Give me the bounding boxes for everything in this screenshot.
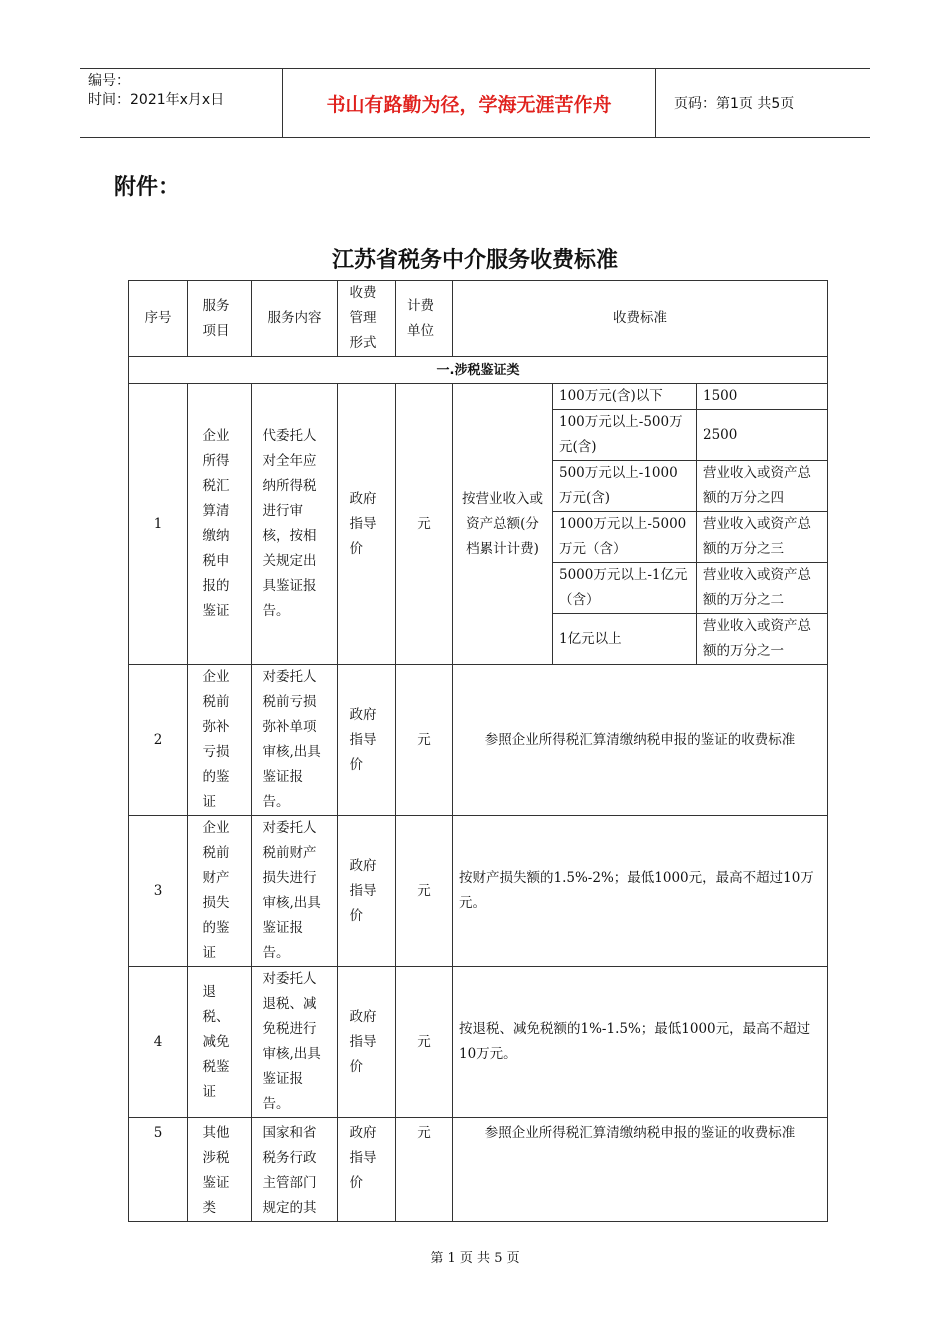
tier-fee: 营业收入或资产总额的万分之一 <box>697 614 828 665</box>
row-unit: 元 <box>396 816 453 967</box>
row-item: 退税、减免税鉴证 <box>188 967 252 1118</box>
table-row <box>129 967 828 1118</box>
category-row <box>129 357 828 384</box>
page-footer: 第 1 页 共 5 页 <box>430 1251 520 1266</box>
row-unit: 元 <box>396 967 453 1118</box>
tier-fee: 1500 <box>697 384 828 410</box>
tier-range: 100万元(含)以下 <box>553 384 697 410</box>
row-item: 企业所得税汇算清缴纳税申报的鉴证 <box>188 384 252 665</box>
header-page-label <box>664 69 870 137</box>
page-header <box>80 68 870 138</box>
row-seq: 4 <box>129 967 188 1118</box>
row-standard: 参照企业所得税汇算清缴纳税申报的鉴证的收费标准 <box>453 665 828 816</box>
tier-fee: 2500 <box>697 410 828 461</box>
table-row <box>129 384 828 410</box>
tier-range: 100万元以上-500万元(含) <box>553 410 697 461</box>
document-title: 江苏省税务中介服务收费标准 <box>331 248 618 273</box>
tier-range: 500万元以上-1000万元(含) <box>553 461 697 512</box>
row-mgmt: 政府指导价 <box>338 816 396 967</box>
tier-fee: 营业收入或资产总额的万分之四 <box>697 461 828 512</box>
row-unit: 元 <box>396 1118 453 1222</box>
row-unit: 元 <box>396 665 453 816</box>
tier-fee: 营业收入或资产总额的万分之三 <box>697 512 828 563</box>
row-unit: 元 <box>396 384 453 665</box>
row-basis: 按营业收入或资产总额(分档累计计费) <box>453 384 553 665</box>
row-content: 对委托人退税、减免税进行审核,出具鉴证报告。 <box>252 967 338 1118</box>
row-content: 对委托人税前财产损失进行审核,出具鉴证报告。 <box>252 816 338 967</box>
doc-number-label: 编号： <box>88 73 130 89</box>
row-mgmt: 政府指导价 <box>338 1118 396 1222</box>
page-number-text: 页码：第1页 共5页 <box>674 96 795 112</box>
table-row <box>129 665 828 816</box>
row-seq: 1 <box>129 384 188 665</box>
row-content: 代委托人对全年应纳所得税进行审核，按相关规定出具鉴证报告。 <box>252 384 338 665</box>
header-seq: 序号 <box>129 281 188 357</box>
header-standard: 收费标准 <box>453 281 828 357</box>
attachment-label: 附件： <box>114 175 181 200</box>
row-standard: 参照企业所得税汇算清缴纳税申报的鉴证的收费标准 <box>453 1118 828 1222</box>
header-content: 服务内容 <box>252 281 338 357</box>
row-mgmt: 政府指导价 <box>338 967 396 1118</box>
tier-fee: 营业收入或资产总额的万分之二 <box>697 563 828 614</box>
table-header-row <box>129 281 828 357</box>
header-motto: 书山有路勤为径，学海无涯苦作舟 <box>282 69 656 137</box>
row-item: 企业税前弥补亏损的鉴证 <box>188 665 252 816</box>
fee-standard-table <box>128 280 828 1222</box>
row-content: 国家和省税务行政主管部门规定的其 <box>252 1118 338 1222</box>
header-item: 服务项目 <box>188 281 252 357</box>
row-seq: 3 <box>129 816 188 967</box>
category-label: 一.涉税鉴证类 <box>129 357 828 384</box>
row-standard: 按财产损失额的1.5%-2%；最低1000元，最高不超过10万元。 <box>453 816 828 967</box>
row-standard: 按退税、减免税额的1%-1.5%；最低1000元，最高不超过10万元。 <box>453 967 828 1118</box>
table-row <box>129 1118 828 1222</box>
row-seq: 2 <box>129 665 188 816</box>
doc-time-label: 时间：2021年x月x日 <box>88 92 225 108</box>
tier-range: 1000万元以上-5000万元（含） <box>553 512 697 563</box>
row-mgmt: 政府指导价 <box>338 665 396 816</box>
header-meta <box>80 69 282 137</box>
row-mgmt: 政府指导价 <box>338 384 396 665</box>
tier-range: 1亿元以上 <box>553 614 697 665</box>
header-mgmt: 收费管理形式 <box>338 281 396 357</box>
row-content: 对委托人税前亏损弥补单项审核,出具鉴证报告。 <box>252 665 338 816</box>
row-item: 其他涉税鉴证类 <box>188 1118 252 1222</box>
header-unit: 计费单位 <box>396 281 453 357</box>
table-row <box>129 816 828 967</box>
row-item: 企业税前财产损失的鉴证 <box>188 816 252 967</box>
row-seq: 5 <box>129 1118 188 1222</box>
tier-range: 5000万元以上-1亿元（含） <box>553 563 697 614</box>
